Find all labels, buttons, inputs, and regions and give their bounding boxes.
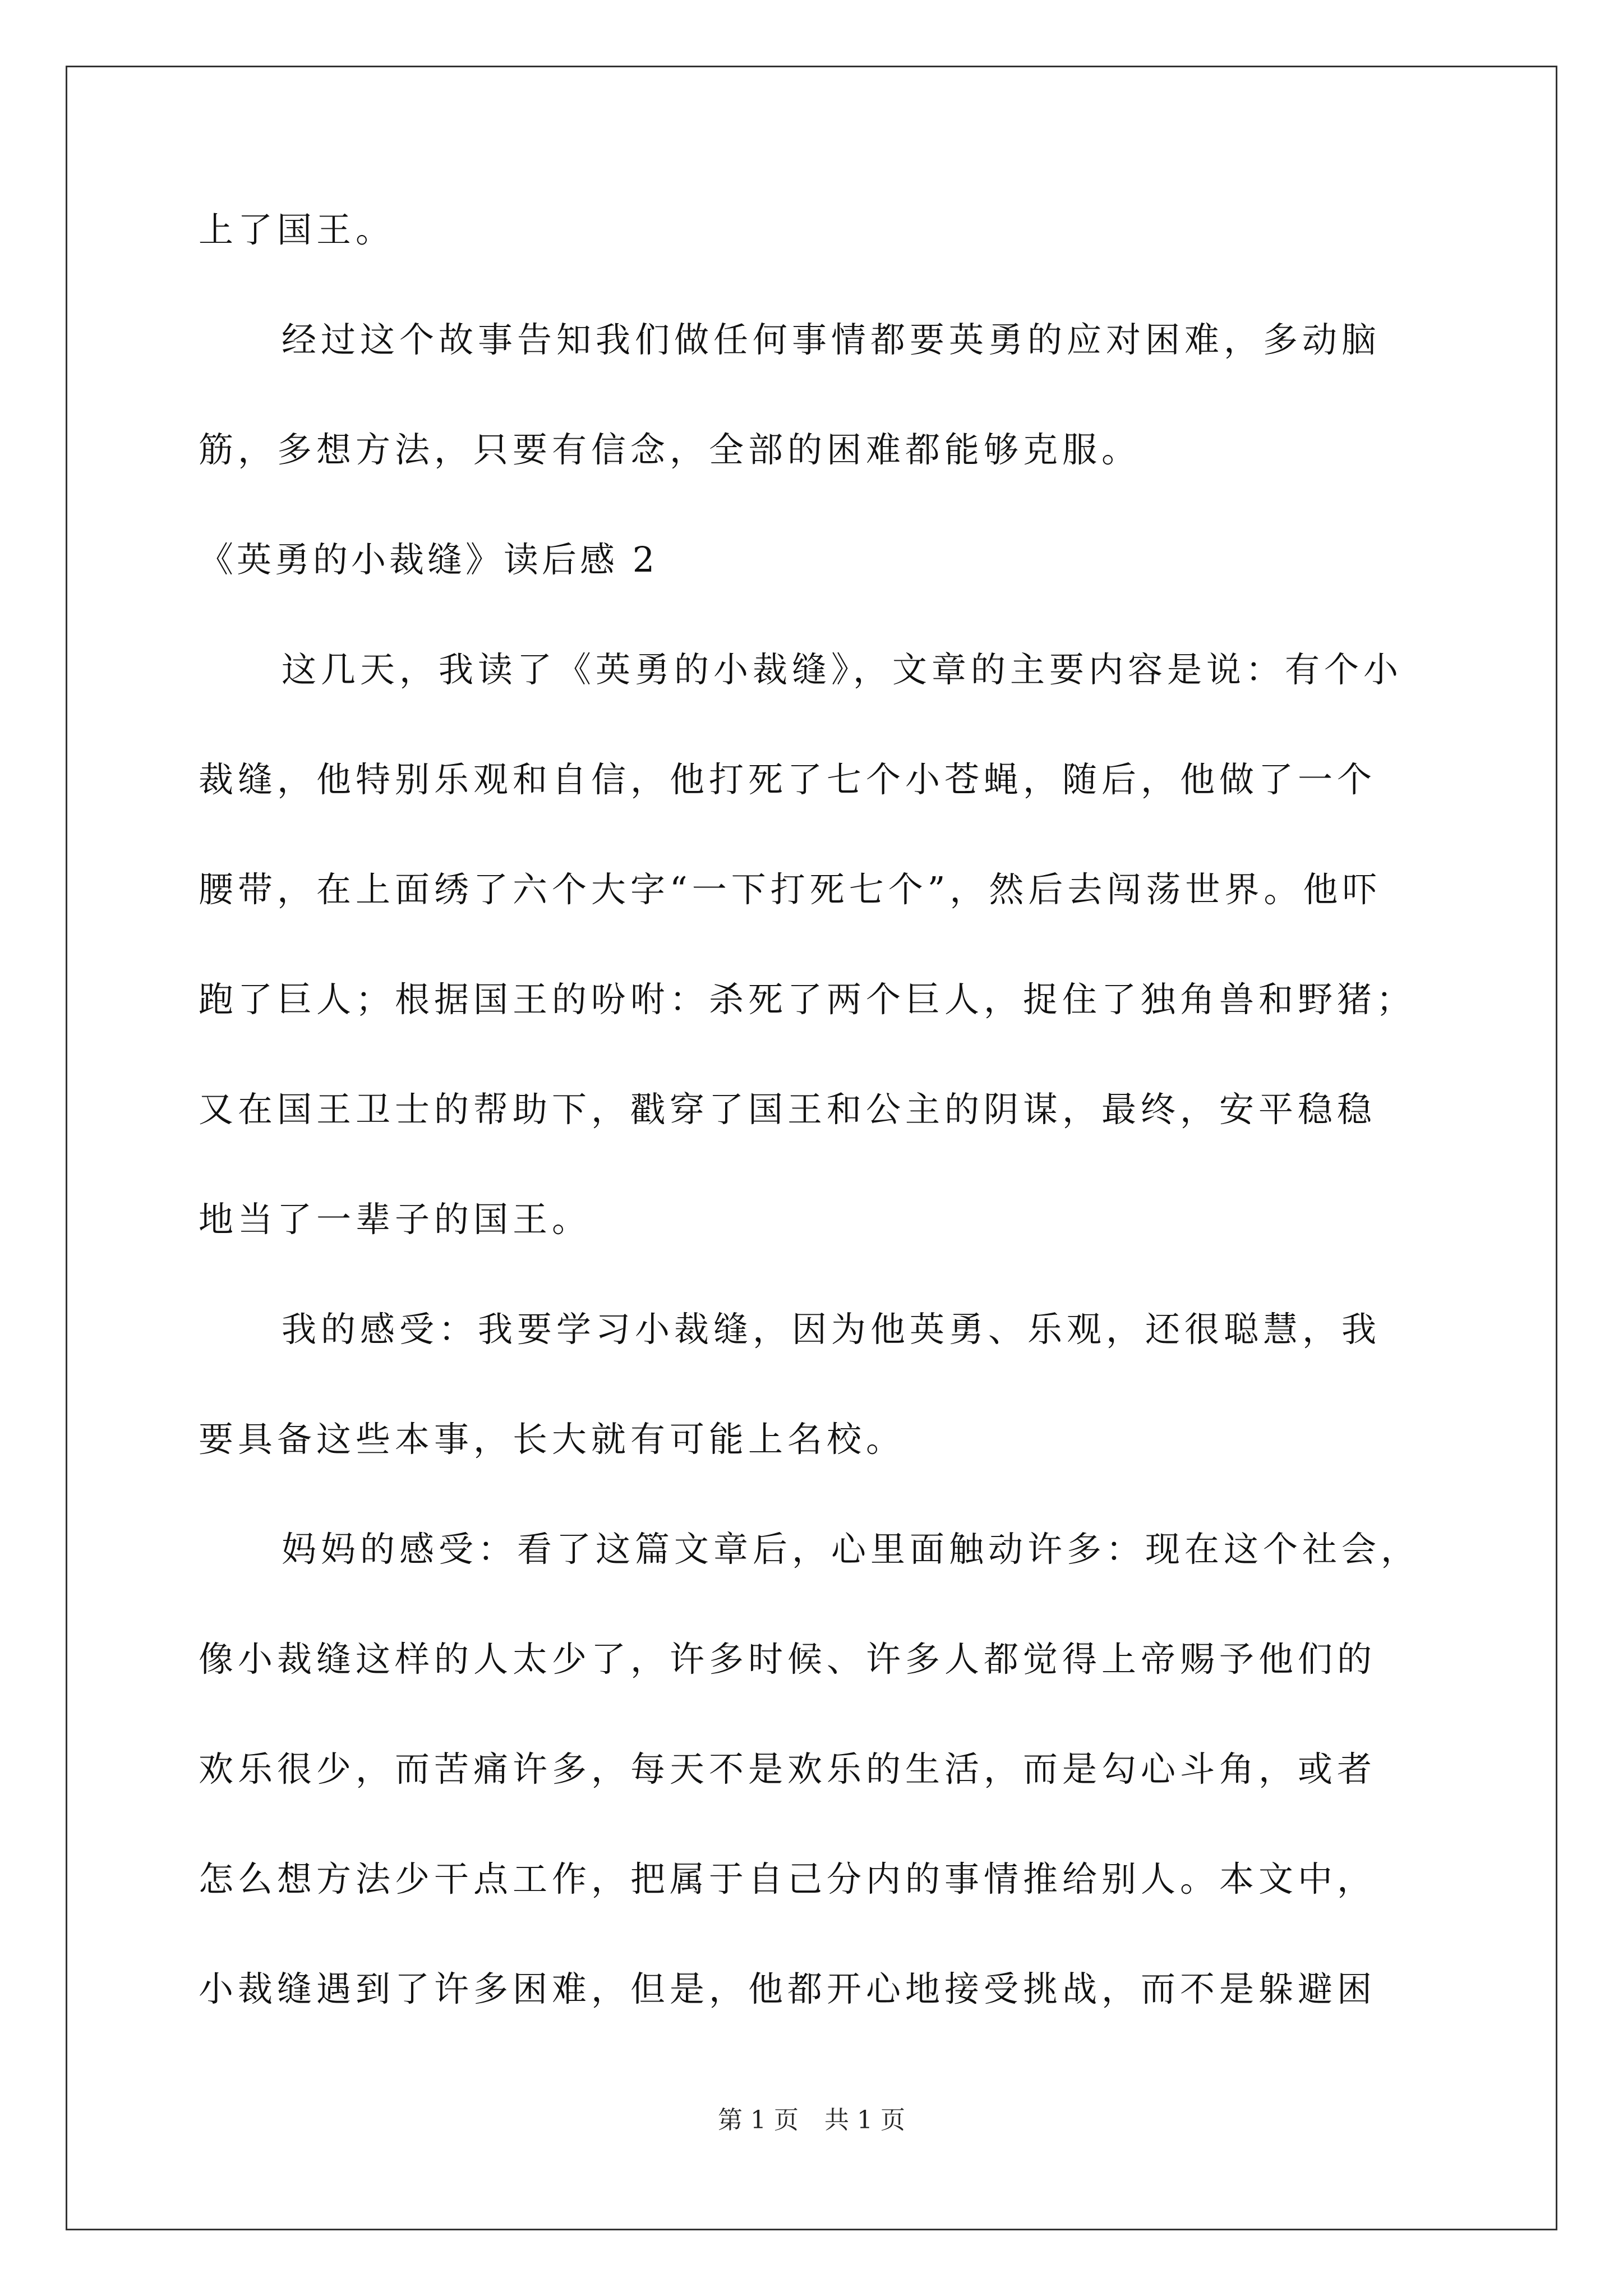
- text-line-12: 要具备这些本事，长大就有可能上名校。: [199, 1419, 906, 1460]
- text-line-11: 我的感受：我要学习小裁缝，因为他英勇、乐观，还很聪慧，我: [282, 1309, 1381, 1350]
- text-line-15: 欢乐很少，而苦痛许多，每天不是欢乐的生活，而是勾心斗角，或者: [199, 1749, 1377, 1789]
- text-line-14: 像小裁缝这样的人太少了，许多时候、许多人都觉得上帝赐予他们的: [199, 1639, 1377, 1680]
- page-footer: [0, 2104, 1623, 2137]
- text-line-8: 跑了巨人；根据国王的吩咐：杀死了两个巨人，捉住了独角兽和野猪；: [199, 979, 1416, 1020]
- page-border: [66, 66, 1557, 2230]
- text-line-7: 腰带，在上面绣了六个大字“一下打死七个”，然后去闯荡世界。他吓: [199, 869, 1382, 910]
- text-line-1: 上了国王。: [199, 209, 395, 250]
- text-line-5: 这几天，我读了《英勇的小裁缝》，文章的主要内容是说：有个小: [282, 649, 1403, 690]
- text-line-17: 小裁缝遇到了许多困难，但是，他都开心地接受挑战，而不是躲避困: [199, 1968, 1377, 2009]
- text-line-3: 筋，多想方法，只要有信念，全部的困难都能够克服。: [199, 429, 1141, 470]
- page-number: 第 1 页: [718, 2106, 799, 2134]
- text-line-10: 地当了一辈子的国王。: [199, 1199, 592, 1240]
- page-total: 共 1 页: [824, 2106, 905, 2134]
- section-title: 《英勇的小裁缝》读后感 2: [199, 539, 658, 580]
- text-line-16: 怎么想方法少干点工作，把属于自己分内的事情推给别人。本文中，: [199, 1858, 1377, 1899]
- text-line-9: 又在国王卫士的帮助下，戳穿了国王和公主的阴谋，最终，安平稳稳: [199, 1089, 1377, 1130]
- text-line-13: 妈妈的感受：看了这篇文章后，心里面触动许多：现在这个社会，: [282, 1529, 1421, 1570]
- text-line-2: 经过这个故事告知我们做任何事情都要英勇的应对困难，多动脑: [282, 319, 1381, 360]
- text-line-6: 裁缝，他特别乐观和自信，他打死了七个小苍蝇，随后，他做了一个: [199, 759, 1377, 800]
